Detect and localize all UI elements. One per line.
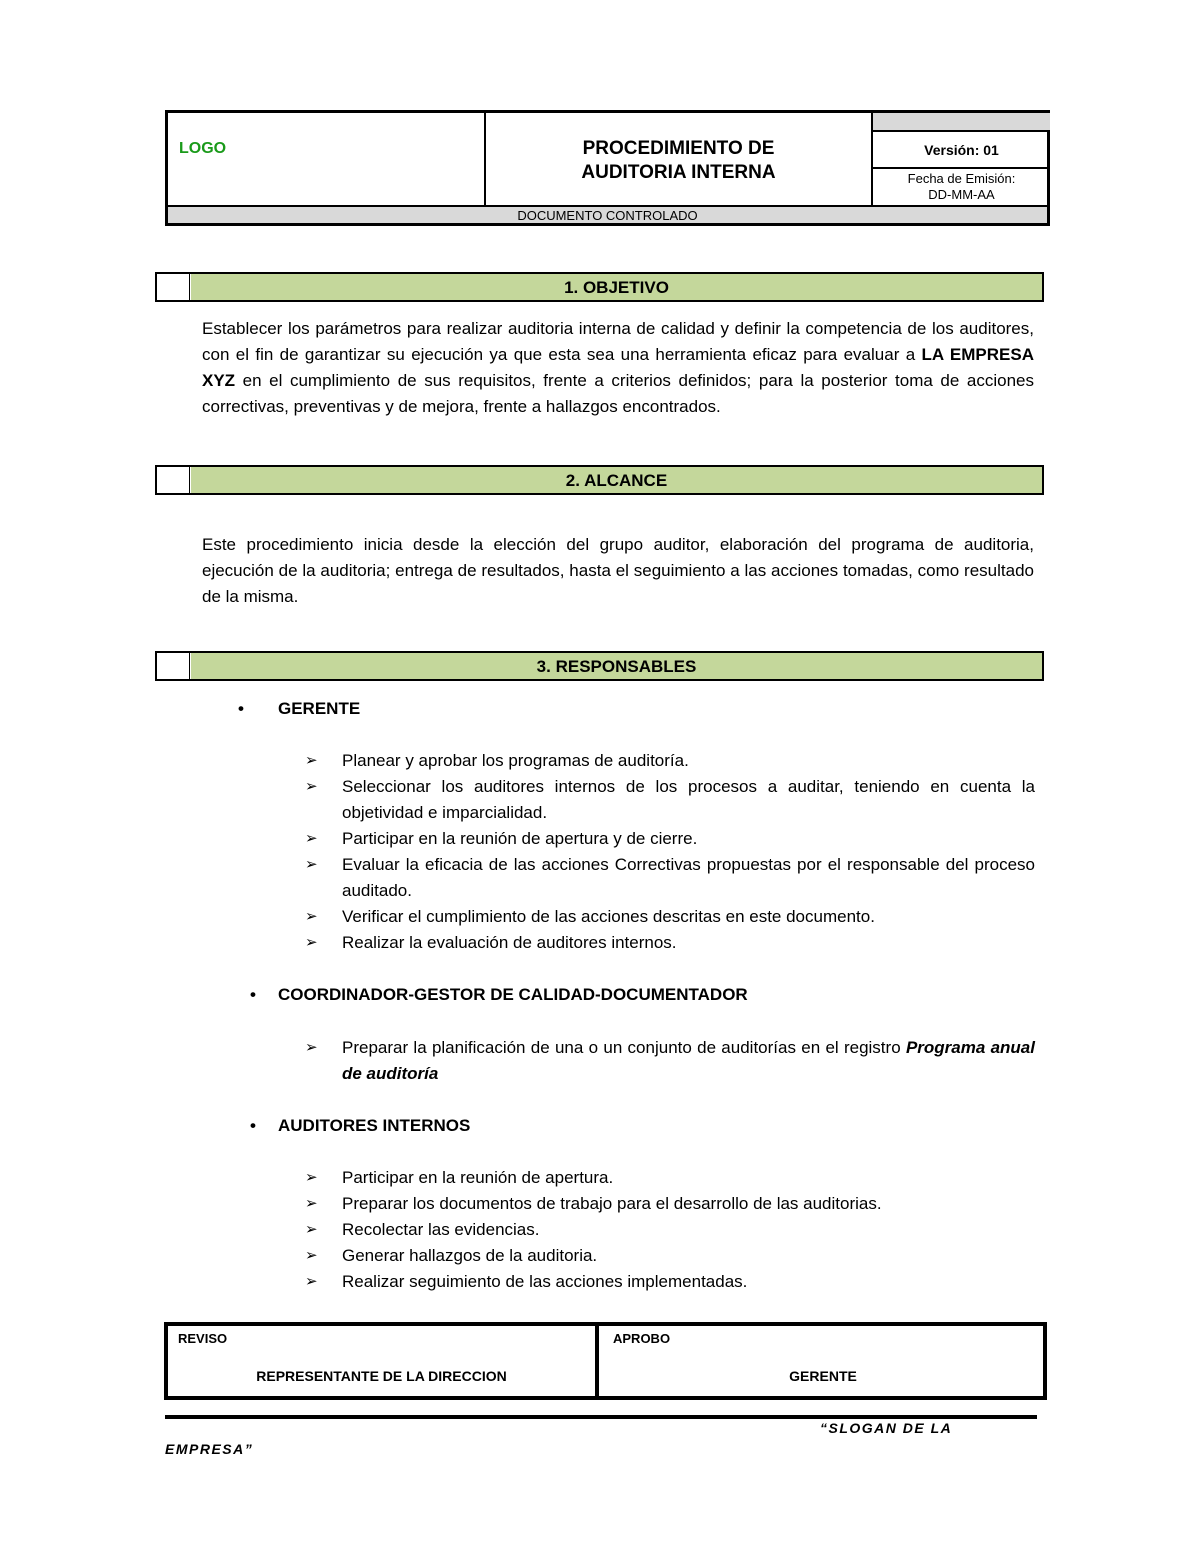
arrow-icon: ➢ bbox=[305, 778, 318, 795]
bullet-icon: • bbox=[250, 1116, 256, 1135]
role-heading-text: GERENTE bbox=[278, 699, 361, 718]
list-item bbox=[305, 826, 1035, 852]
list-item bbox=[305, 904, 1035, 930]
list-item bbox=[305, 1243, 1035, 1269]
role-heading-text: AUDITORES INTERNOS bbox=[278, 1116, 471, 1135]
gerente-duties-list bbox=[305, 748, 1035, 956]
reviso-cell bbox=[168, 1326, 599, 1396]
list-item bbox=[305, 748, 1035, 774]
list-item-text: Generar hallazgos de la auditoria. bbox=[342, 1246, 598, 1265]
issue-date bbox=[873, 169, 1050, 203]
slogan-line2: EMPRESA” bbox=[165, 1441, 254, 1457]
arrow-icon: ➢ bbox=[305, 856, 318, 873]
list-item bbox=[305, 1191, 1035, 1217]
list-item-text: Evaluar la eficacia de las acciones Correctivas propuestas por el responsable del proceso auditado. bbox=[342, 855, 1035, 900]
version-top-band bbox=[873, 113, 1050, 132]
section-bar-alcance bbox=[155, 465, 1044, 495]
list-item-text: Participar en la reunión de apertura. bbox=[342, 1168, 614, 1187]
role-heading-auditores bbox=[250, 1114, 471, 1138]
list-item-text: Planear y aprobar los programas de auditoría. bbox=[342, 751, 689, 770]
bullet-icon: • bbox=[238, 699, 244, 718]
arrow-icon: ➢ bbox=[305, 1039, 318, 1056]
bullet-icon: • bbox=[250, 985, 256, 1004]
list-item-text: Seleccionar los auditores internos de los procesos a auditar, teniendo en cuenta la objetividad e imparcialidad. bbox=[342, 777, 1035, 822]
alcance-paragraph: Este procedimiento inicia desde la elección del grupo auditor, elaboración del programa de auditoria, ejecución de la auditoria; entrega de resultados, hasta el seguimiento a las acciones tomadas, como resultado de la misma. bbox=[202, 535, 1034, 606]
role-heading-text: COORDINADOR-GESTOR DE CALIDAD-DOCUMENTADOR bbox=[278, 985, 748, 1004]
aprobo-label: APROBO bbox=[613, 1331, 671, 1346]
objetivo-text-cont: en el cumplimiento de sus requisitos, frente a criterios definidos; para la posterior toma de acciones correctivas, preventivas y de mejora, frente a hallazgos encontrados. bbox=[202, 371, 1034, 416]
coordinador-duties-list bbox=[305, 1035, 1035, 1087]
list-item-text: Preparar la planificación de una o un conjunto de auditorías en el registro bbox=[342, 1038, 906, 1057]
arrow-icon: ➢ bbox=[305, 752, 318, 769]
role-heading-gerente bbox=[238, 697, 361, 721]
aprobo-cell bbox=[603, 1326, 1043, 1396]
arrow-icon: ➢ bbox=[305, 1221, 318, 1238]
document-title-line2: AUDITORIA INTERNA bbox=[581, 162, 776, 183]
list-item-text: Verificar el cumplimiento de las acciones descritas en este documento. bbox=[342, 907, 875, 926]
list-item bbox=[305, 1035, 1035, 1087]
list-item bbox=[305, 774, 1035, 826]
aprobo-value: GERENTE bbox=[789, 1368, 857, 1384]
signature-table bbox=[164, 1322, 1047, 1400]
document-title-line1: PROCEDIMIENTO DE bbox=[582, 138, 775, 159]
arrow-icon: ➢ bbox=[305, 934, 318, 951]
list-item-text: Recolectar las evidencias. bbox=[342, 1220, 540, 1239]
section-title: 1. OBJETIVO bbox=[191, 274, 1042, 300]
logo-cell bbox=[168, 113, 486, 205]
arrow-icon: ➢ bbox=[305, 830, 318, 847]
issue-date-label: Fecha de Emisión: bbox=[907, 171, 1016, 186]
logo: LOGO bbox=[179, 140, 227, 157]
list-item bbox=[305, 1165, 1035, 1191]
list-item bbox=[305, 1217, 1035, 1243]
list-item-text: Preparar los documentos de trabajo para el desarrollo de las auditorias. bbox=[342, 1194, 882, 1213]
footer-divider bbox=[165, 1415, 1037, 1419]
reviso-label: REVISO bbox=[178, 1331, 228, 1346]
auditores-duties-list bbox=[305, 1165, 1035, 1295]
controlled-document-label: DOCUMENTO CONTROLADO bbox=[168, 205, 1047, 223]
version-block bbox=[873, 113, 1050, 205]
objetivo-text: Establecer los parámetros para realizar auditoria interna de calidad y definir la competencia de los auditores, con el fin de garantizar su ejecución ya que esta sea una herramienta eficaz para evaluar a bbox=[202, 319, 1034, 364]
issue-date-value: DD-MM-AA bbox=[928, 187, 995, 202]
document-header bbox=[165, 110, 1050, 226]
section-bar-responsables bbox=[155, 651, 1044, 681]
section-bar-spacer bbox=[157, 467, 190, 493]
version-label: Versión: 01 bbox=[873, 132, 1050, 169]
registry-name: Programa anual de auditoría bbox=[342, 1038, 1035, 1083]
title-cell bbox=[486, 113, 873, 205]
list-item-text: Realizar seguimiento de las acciones implementadas. bbox=[342, 1272, 748, 1291]
slogan-line1: “SLOGAN DE LA bbox=[820, 1420, 953, 1436]
objetivo-paragraph bbox=[202, 316, 1034, 420]
list-item bbox=[305, 1269, 1035, 1295]
section-bar-spacer bbox=[157, 274, 190, 300]
company-name: LA EMPRESA XYZ bbox=[202, 345, 1034, 390]
section-title: 2. ALCANCE bbox=[191, 467, 1042, 493]
arrow-icon: ➢ bbox=[305, 908, 318, 925]
section-bar-objetivo bbox=[155, 272, 1044, 302]
list-item-text: Realizar la evaluación de auditores internos. bbox=[342, 933, 677, 952]
section-title: 3. RESPONSABLES bbox=[191, 653, 1042, 679]
reviso-value: REPRESENTANTE DE LA DIRECCION bbox=[256, 1368, 507, 1384]
arrow-icon: ➢ bbox=[305, 1169, 318, 1186]
arrow-icon: ➢ bbox=[305, 1247, 318, 1264]
list-item-text: Participar en la reunión de apertura y de cierre. bbox=[342, 829, 698, 848]
role-heading-coordinador bbox=[250, 983, 748, 1007]
section-bar-spacer bbox=[157, 653, 190, 679]
arrow-icon: ➢ bbox=[305, 1273, 318, 1290]
list-item bbox=[305, 930, 1035, 956]
arrow-icon: ➢ bbox=[305, 1195, 318, 1212]
list-item bbox=[305, 852, 1035, 904]
